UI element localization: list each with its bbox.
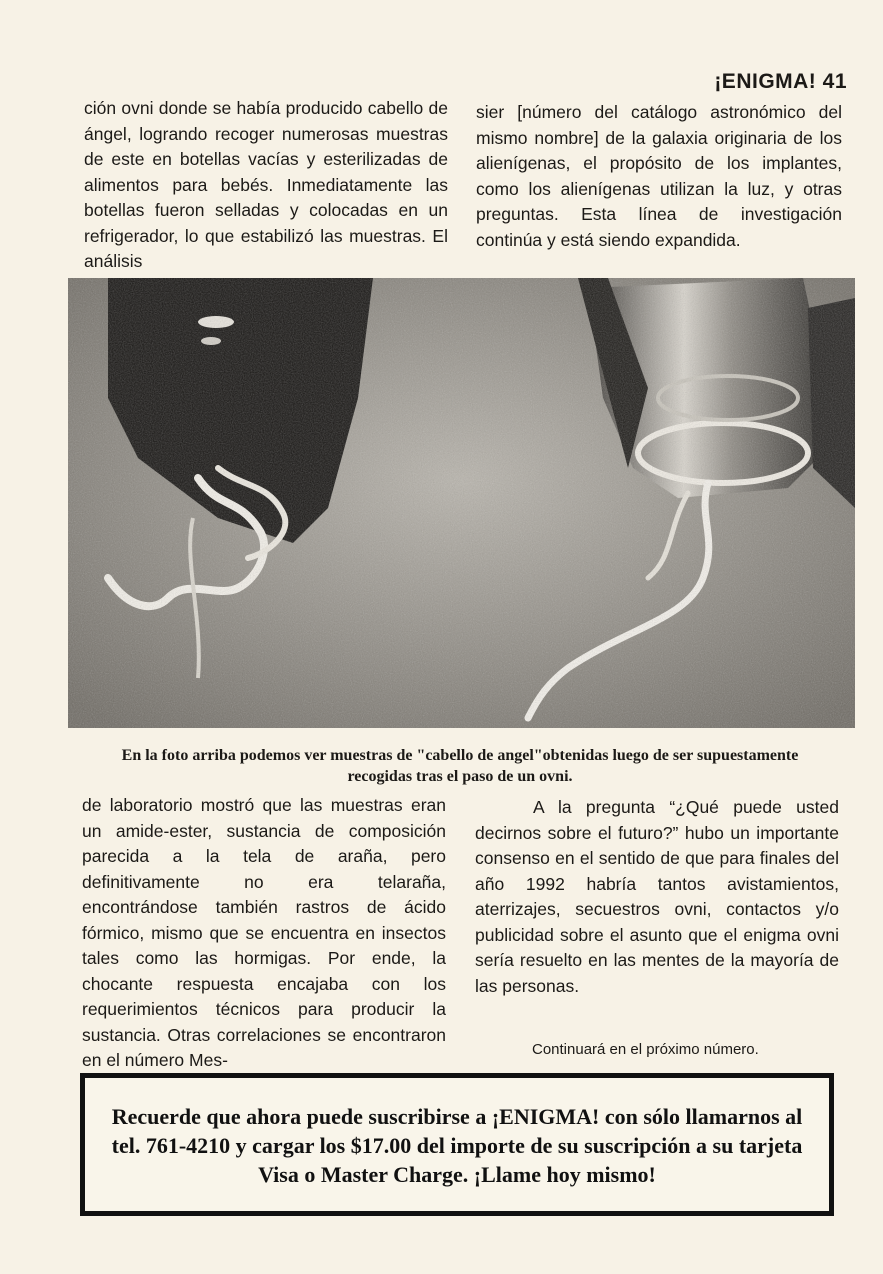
subscription-promo-box [80,1073,834,1216]
article-column-bottom-right [475,795,839,999]
article-column-top-right [476,100,842,253]
subscription-promo-text: Recuerde que ahora puede suscribirse a ¡ENIGMA! con sólo llamarnos al tel. 761-4210 y cargar los $17.00 del importe de su suscripción a su tarjeta Visa o Master Charge. ¡Llame hoy mismo! [111,1104,803,1187]
article-paragraph: sier [número del catálogo astronómico del mismo nombre] de la galaxia originaria de los alienígenas, el propósito de los implantes, como los alienígenas utilizan la luz, y otras preguntas. Esta línea de investigación continúa y está siendo expandida. [476,102,842,250]
article-column-bottom-left [82,793,446,1074]
page-header: ¡ENIGMA! 41 [714,70,847,93]
article-paragraph: de laboratorio mostró que las muestras eran un amide-ester, sustancia de composición parecida a la tela de araña, pero definitivamente no era telaraña, encontrándose también rastros de ácido fórmico, mismo que se encuentra en insectos tales como las hormigas. Por ende, la chocante respuesta encajaba con los requerimientos técnicos para producir la sustancia. Otras correlaciones se encontraron en el número Mes- [82,795,446,1070]
angel-hair-photo [68,278,855,728]
article-paragraph: A la pregunta “¿Qué puede usted decirnos sobre el futuro?” hubo un importante consenso en el sentido de que para finales del año 1992 habría tantos avistamientos, aterrizajes, secuestros ovni, contactos y/o publicidad sobre el asunto que el enigma ovni sería resuelto en las mentes de la mayoría de las personas. [475,797,839,996]
article-paragraph: ción ovni donde se había producido cabello de ángel, logrando recoger numerosas muestras de este en botellas vacías y esterilizadas de alimentos para bebés. Inmediatamente las botellas fueron selladas y colocadas en un refrigerador, lo que estabilizó las muestras. El análisis [84,98,448,271]
photo-illustration [68,278,855,728]
article-column-top-left [84,96,448,275]
continued-note: Continuará en el próximo número. [532,1041,759,1058]
photo-caption: En la foto arriba podemos ver muestras de "cabello de angel"obtenidas luego de ser supuestamente recogidas tras el paso de un ovni. [121,747,799,785]
